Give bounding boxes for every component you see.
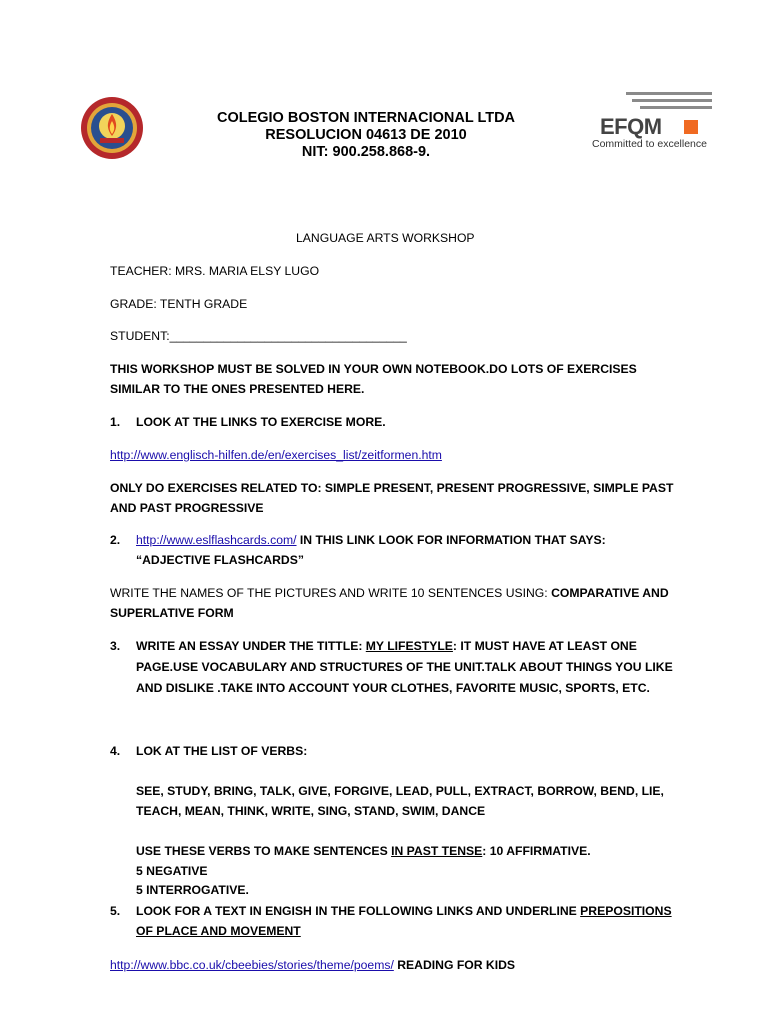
write-names-bold: COMPARATIVE AND [551,586,669,600]
bbc-poems-link[interactable]: http://www.bbc.co.uk/cbeebies/stories/theme/poems/ [110,958,394,972]
teacher-line: TEACHER: MRS. MARIA ELSY LUGO [110,264,320,278]
intro-line: THIS WORKSHOP MUST BE SOLVED IN YOUR OWN NOTEBOOK.DO LOTS OF EXERCISES [110,362,637,376]
use-verbs-post: : 10 AFFIRMATIVE. [482,844,591,858]
item-1-text: LOOK AT THE LINKS TO EXERCISE MORE. [136,415,386,429]
bbc-line [110,955,515,975]
reading-for-kids: READING FOR KIDS [393,958,516,972]
use-verbs-line [136,841,591,861]
item-2-text [136,530,606,550]
resolution-number: RESOLUCION 04613 DE 2010 [265,127,467,143]
efqm-orange-square [684,120,698,134]
efqm-wordmark: EFQM [600,114,662,139]
efqm-stripe [632,99,712,102]
past-tense-underlined: IN PAST TENSE [391,844,483,858]
school-name: COLEGIO BOSTON INTERNACIONAL LTDA [216,110,516,126]
item-5-pre: LOOK FOR A TEXT IN ENGISH IN THE FOLLOWING LINKS AND UNDERLINE [136,904,581,918]
item-3-post: : IT MUST HAVE AT LEAST ONE [452,639,637,653]
item-4-text: LOK AT THE LIST OF VERBS: [136,744,308,758]
item-3-number: 3. [110,639,121,653]
item-3-line-2: PAGE.USE VOCABULARY AND STRUCTURES OF THE UNIT.TALK ABOUT THINGS YOU LIKE [136,660,673,674]
grade-line: GRADE: TENTH GRADE [110,297,248,311]
workshop-title: LANGUAGE ARTS WORKSHOP [296,231,475,245]
efqm-stripe [640,106,712,109]
verbs-line: SEE, STUDY, BRING, TALK, GIVE, FORGIVE, LEAD, PULL, EXTRACT, BORROW, BEND, LIE, [136,784,664,798]
item-2-instruction: IN THIS LINK LOOK FOR INFORMATION THAT SAYS: [296,533,606,547]
item-5-text [136,901,672,921]
nit-number: NIT: 900.258.868-9. [301,144,431,160]
efqm-stripe [626,92,712,95]
item-5-number: 5. [110,904,121,918]
negative-line: 5 NEGATIVE [136,864,208,878]
item-3-text [136,636,637,656]
intro-line: SIMILAR TO THE ONES PRESENTED HERE. [110,382,365,396]
item-2-quote: “ADJECTIVE FLASHCARDS” [136,553,304,567]
efqm-logo [584,90,724,154]
interrogative-line: 5 INTERROGATIVE. [136,883,249,897]
write-names-line-2: SUPERLATIVE FORM [110,606,234,620]
use-verbs-pre: USE THESE VERBS TO MAKE SENTENCES [136,844,392,858]
item-2-number: 2. [110,533,121,547]
exercise-link[interactable]: http://www.englisch-hilfen.de/en/exercises_list/zeitformen.htm [110,448,442,462]
item-3-pre: WRITE AN ESSAY UNDER THE TITTLE: [136,639,366,653]
student-line: STUDENT:___________________________________ [110,329,407,343]
only-line: AND PAST PROGRESSIVE [110,501,264,515]
item-4-number: 4. [110,744,121,758]
item-5-line-2: OF PLACE AND MOVEMENT [136,924,301,938]
prepositions-underlined: PREPOSITIONS [580,904,672,918]
efqm-tagline: Committed to excellence [592,138,707,150]
item-3-line-3: AND DISLIKE .TAKE INTO ACCOUNT YOUR CLOTHES, FAVORITE MUSIC, SPORTS, ETC. [136,681,650,695]
school-header [160,110,572,161]
essay-title-underlined: MY LIFESTYLE [365,639,453,653]
item-1-number: 1. [110,415,121,429]
write-names-text: WRITE THE NAMES OF THE PICTURES AND WRITE 10 SENTENCES USING: [110,586,552,600]
only-line: ONLY DO EXERCISES RELATED TO: SIMPLE PRESENT, PRESENT PROGRESSIVE, SIMPLE PAST [110,481,674,495]
verbs-line: TEACH, MEAN, THINK, WRITE, SING, STAND, SWIM, DANCE [136,804,486,818]
write-names-line [110,583,669,603]
school-seal-logo [80,96,144,160]
flashcards-link[interactable]: http://www.eslflashcards.com/ [136,533,297,547]
